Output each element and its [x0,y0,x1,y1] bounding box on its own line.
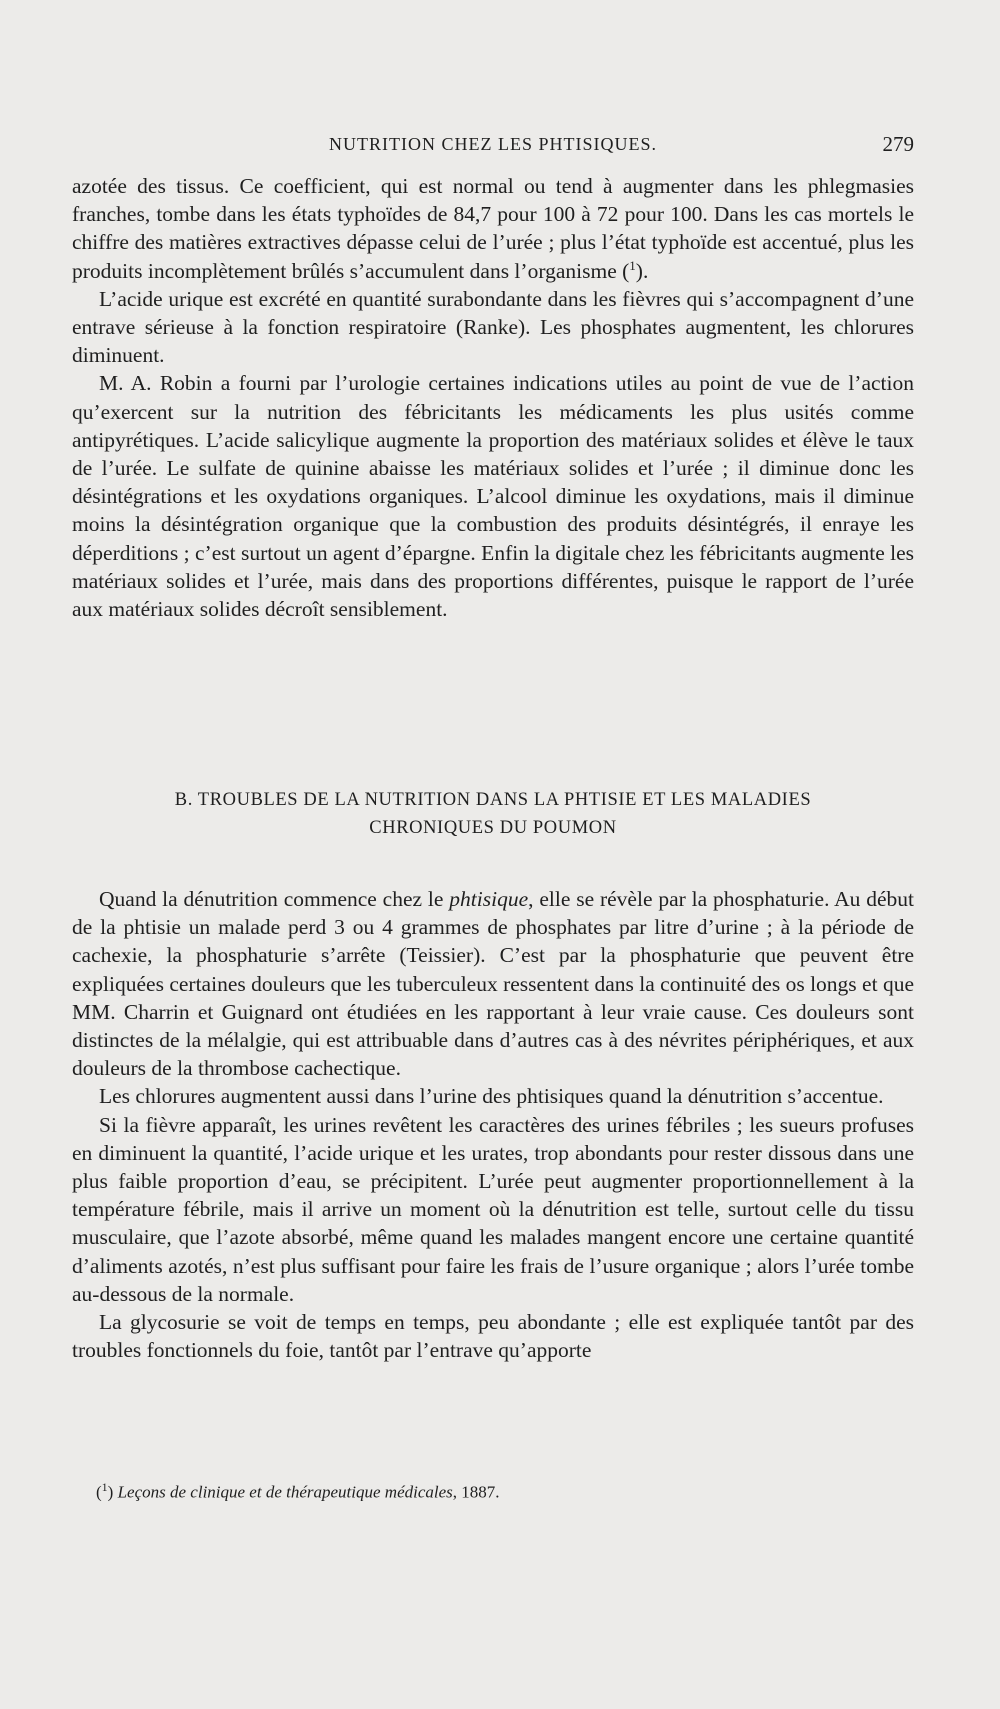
text-block-top [72,172,914,623]
paragraph: M. A. Robin a fourni par l’urologie certaines indications utiles au point de vue de l’action qu’exercent sur la nutrition des fébricitants les médicaments les plus usités comme antipyrétiques. L’acide salicylique augmente la proportion des matériaux solides et élève le taux de l’urée. Le sulfate de quinine abaisse les matériaux solides et l’urée ; il diminue donc les désintégrations et les oxydations organiques. L’alcool diminue les oxydations, mais il diminue moins la désintégration organique que la combustion des produits désintégrés, il enraye les déperditions ; c’est surtout un agent d’épargne. Enfin la digitale chez les fébricitants augmente les matériaux solides et l’urée, mais dans des proportions différentes, puisque le rapport de l’urée aux matériaux solides décroît sensiblement. [72,371,914,622]
running-head-title: NUTRITION CHEZ LES PHTISIQUES. [329,134,657,154]
footnote-text-end: , 1887. [452,1482,500,1502]
footnote-title: Leçons de clinique et de thérapeutique médicales [117,1482,453,1502]
paragraph: Si la fièvre apparaît, les urines revêtent les caractères des urines fébriles ; les sueurs profuses en diminuent la quantité, l’acide urique et les urates, trop abondants pour rester dissous dans une plus faible proportion d’eau, se précipitent. L’urée peut augmenter proportionnellement à la température fébrile, mais il arrive un moment où la dénutrition est telle, surtout celle du tissu musculaire, que l’azote absorbé, même quand les malades mangent encore une certaine quantité d’aliments azotés, n’est plus suffisant pour faire les frais de l’usure organique ; alors l’urée tombe au-dessous de la normale. [72,1112,914,1306]
section-heading-line-1: B. TROUBLES DE LA NUTRITION DANS LA PHTISIE ET LES MALADIES [174,790,812,810]
paragraph: L’acide urique est excrété en quantité surabondante dans les fièvres qui s’accompagnent d’une entrave sérieuse à la fonction respiratoire (Ranke). Les phosphates augmentent, les chlorures diminuent. [72,286,914,368]
footnote-mark: 1 [101,1480,108,1494]
paragraph [72,885,914,1082]
text-block-bottom [72,885,914,1364]
paragraph [72,172,914,285]
running-head [72,132,914,158]
paragraph-text-end: ). [635,258,649,283]
footnote: ($^1$) Leçons de clinique et de thérapeutique médicales, 1887. [96,1480,500,1502]
paragraph-text: Quand la dénutrition commence chez le [99,887,450,911]
footnote-ref[interactable]: 1 [629,257,636,273]
paragraph-text: azotée des tissus. Ce coefficient, qui est normal ou tend à augmenter dans les phlegmasies franches, tombe dans les états typhoïdes de 84,7 pour 100 à 72 pour 100. Dans les cas mortels le chiffre des matières extractives dépasse celui de l’urée ; plus l’état typhoïde est accentué, plus les produits incomplètement brûlés s’accumulent dans l’organisme ( [72,174,914,283]
paragraph: Les chlorures augmentent aussi dans l’urine des phtisiques quand la dénutrition s’accentue. [99,1084,884,1109]
section-heading-line-2: CHRONIQUES DU POUMON [369,818,617,838]
paragraph-text: , elle se révèle par la phosphaturie. Au début de la phtisie un malade perd 3 ou 4 grammes de phosphates par litre d’urine ; à la période de cachexie, la phosphaturie s’arrête (Teissier). C’est par la phosphaturie que peuvent être expliquées certaines douleurs que les tuberculeux ressentent dans la continuité des os longs et que MM. Charrin et Guignard ont étudiées en les rapportant à leur vraie cause. Ces douleurs sont distinctes de la mélalgie, qui est attribuable dans d’autres cas à des névrites périphériques, et aux douleurs de la thrombose cachectique. [72,887,914,1081]
page-number: 279 [882,132,914,156]
paragraph: La glycosurie se voit de temps en temps, peu abondante ; elle est expliquée tantôt par des troubles fonctionnels du foie, tantôt par l’entrave qu’apporte [72,1310,914,1363]
emphasis: phtisique [449,887,529,911]
section-heading [72,786,914,842]
